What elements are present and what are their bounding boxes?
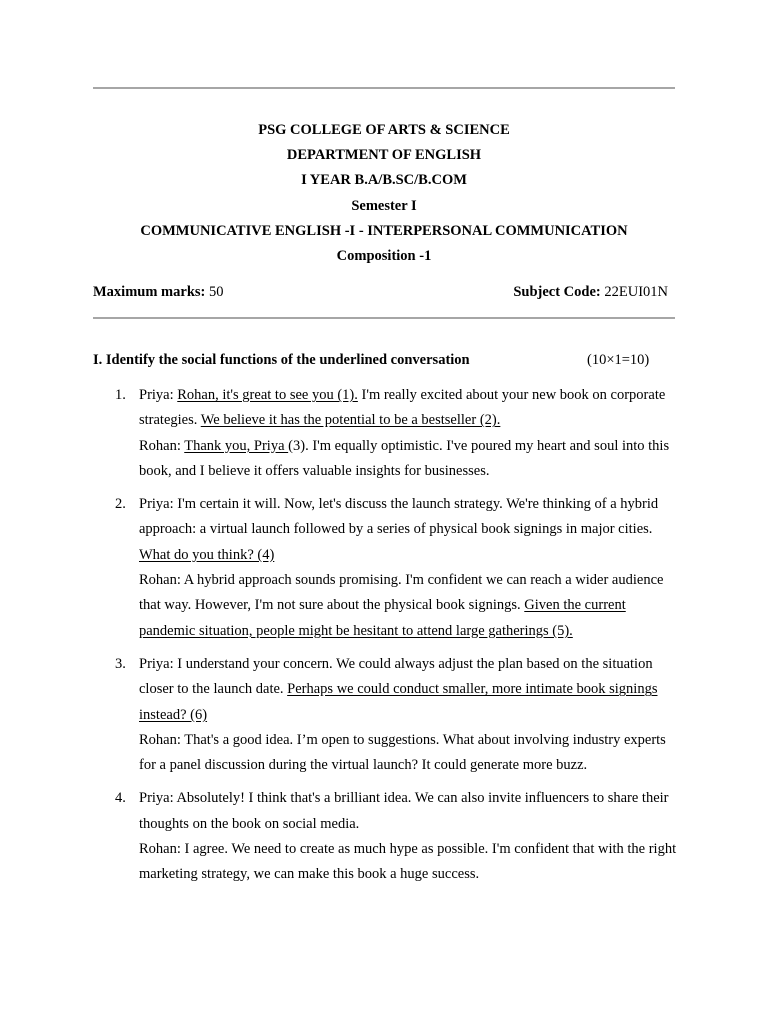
conversation-item (93, 383, 683, 484)
underlined-phrase: Perhaps we could conduct smaller, more intimate book signings instead? (6) (139, 681, 658, 723)
max-marks (93, 282, 224, 302)
max-marks-label: Maximum marks: (93, 284, 206, 300)
conversation-list (93, 383, 683, 896)
dialogue-line (139, 652, 683, 728)
dialogue-line (139, 837, 683, 888)
dialogue-line (139, 786, 683, 837)
item-number: 2. (115, 496, 126, 513)
underlined-phrase: Given the current pandemic situation, people might be hesitant to attend large gatherings (5). (139, 597, 626, 639)
conversation-item (93, 786, 683, 887)
subject-code (513, 282, 668, 302)
underlined-phrase: Rohan, it's great to see you (1). (177, 387, 358, 403)
dialogue-text: I'm really excited about your new book on corporate strategies. (139, 387, 666, 429)
department-name: DEPARTMENT OF ENGLISH (286, 147, 482, 164)
conversation-item (93, 492, 683, 644)
dialogue-line (139, 568, 683, 644)
composition-title: Composition -1 (336, 247, 432, 264)
subject-code-label: Subject Code: (513, 284, 601, 300)
item-number: 4. (115, 790, 126, 807)
conversation-item (93, 652, 683, 778)
year-programs: I YEAR B.A/B.SC/B.COM (301, 172, 467, 189)
question-marks: (10×1=10) (587, 352, 650, 368)
dialogue-text: Priya: I'm certain it will. Now, let's discuss the launch strategy. We're thinking of a hybrid approach: a virtual launch followed by a series of physical book signings in major cities. (139, 496, 659, 538)
dialogue-text: Priya: I understand your concern. We could always adjust the plan based on the situation closer to the launch date. (139, 655, 653, 698)
underlined-phrase: What do you think? (4) (139, 546, 275, 563)
dialogue-text: Rohan: I agree. We need to create as much hype as possible. I'm confident that with the right marketing strategy, we can make this book a huge success. (139, 841, 677, 883)
max-marks-value: 50 (209, 284, 224, 300)
course-title: COMMUNICATIVE ENGLISH -I - INTERPERSONAL COMMUNICATION (140, 222, 628, 239)
dialogue-line (139, 383, 683, 434)
dialogue-line (139, 434, 683, 485)
underlined-phrase: We believe it has the potential to be a bestseller (2). (200, 412, 501, 429)
subject-code-value: 22EUI01N (604, 284, 668, 300)
college-name: PSG COLLEGE OF ARTS & SCIENCE (258, 122, 510, 138)
top-divider (93, 87, 675, 89)
dialogue-text: Priya: (139, 387, 178, 403)
dialogue-line (139, 728, 683, 779)
dialogue-line (139, 492, 683, 568)
dialogue-text: (3). I'm equally optimistic. I've poured my heart and soul into this book, and I believe it offers valuable insights for businesses. (139, 437, 670, 479)
item-number: 1. (115, 387, 126, 403)
exam-meta (93, 282, 675, 302)
dialogue-text: Priya: Absolutely! I think that's a brilliant idea. We can also invite influencers to share their thoughts on the book on social media. (139, 790, 669, 832)
question-text: I. Identify the social functions of the underlined conversation (93, 352, 470, 368)
exam-header (93, 120, 675, 271)
dialogue-text: Rohan: A hybrid approach sounds promising. I'm confident we can reach a wider audience that way. However, I'm not sure about the physical book signings. (139, 572, 664, 614)
question-heading (93, 350, 675, 370)
item-number: 3. (115, 655, 126, 672)
underlined-phrase: Thank you, Priya (184, 437, 289, 454)
dialogue-text: Rohan: That's a good idea. I’m open to suggestions. What about involving industry experts for a panel discussion during the virtual launch? It could generate more buzz. (139, 731, 666, 774)
middle-divider (93, 317, 675, 319)
dialogue-text: Rohan: (139, 437, 185, 454)
semester: Semester I (351, 197, 417, 214)
